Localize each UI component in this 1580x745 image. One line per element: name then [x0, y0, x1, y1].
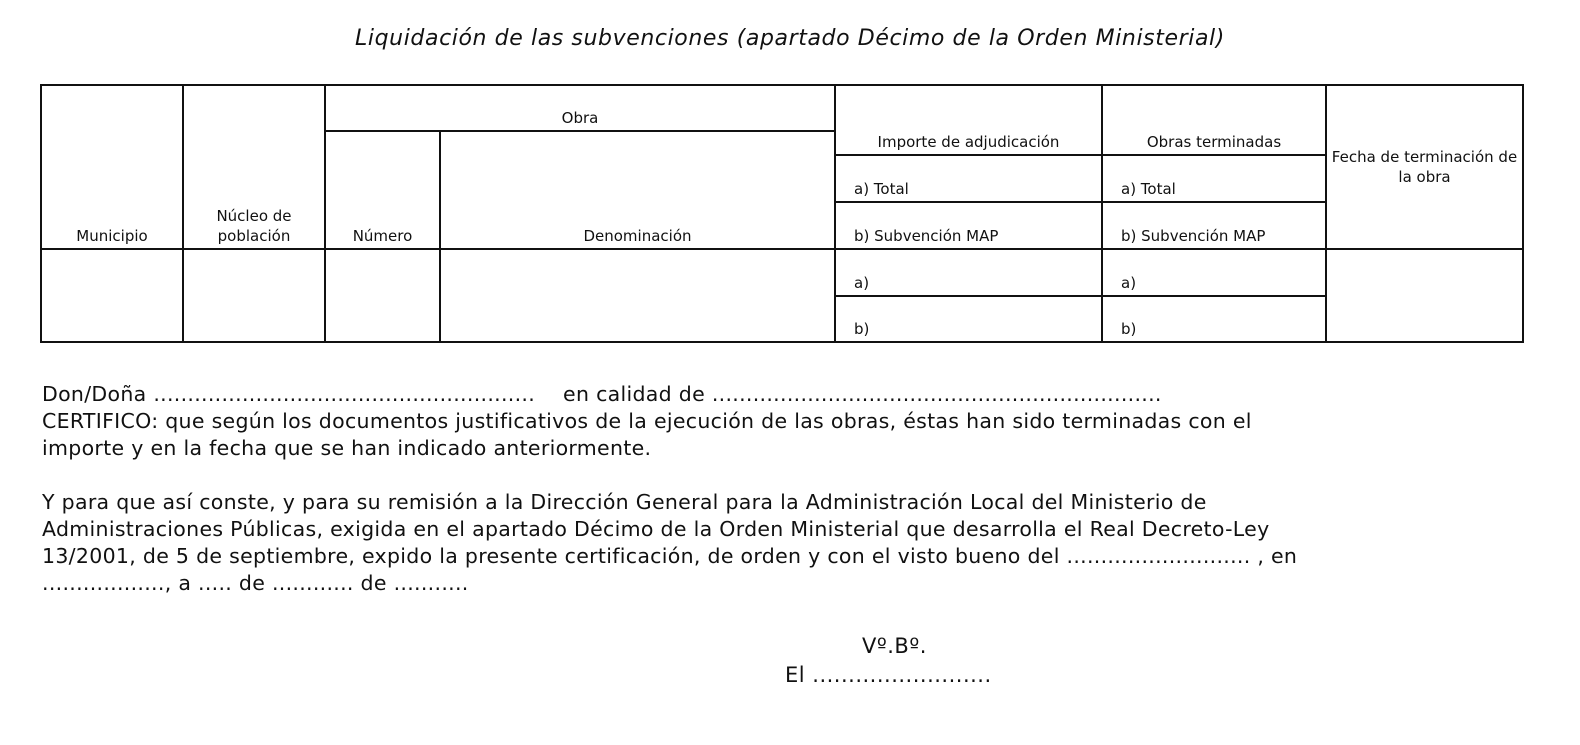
role-field: en calidad de ..................................................................: [563, 382, 1162, 406]
remission-line-1: Y para que así conste, y para su remisión a la Dirección General para la Administración Local del Ministerio de: [42, 490, 1207, 514]
liquidation-table: [40, 84, 1524, 343]
header-obra: Obra: [325, 85, 835, 131]
certification-paragraph: [42, 381, 1542, 462]
remission-line-2: Administraciones Públicas, exigida en el apartado Décimo de la Orden Ministerial que desarrolla el Real Decreto-Ley: [42, 517, 1270, 541]
visto-bueno: Vº.Bº.: [862, 634, 927, 658]
cell-obras-b: b): [1102, 296, 1326, 342]
cell-municipio: [41, 249, 183, 342]
name-field: Don/Doña ........................................................: [42, 382, 536, 406]
name-role-line: [42, 381, 1542, 408]
header-denominacion: Denominación: [440, 131, 835, 249]
header-obras-total: a) Total: [1102, 155, 1326, 202]
cell-denominacion: [440, 249, 835, 342]
header-fecha-terminacion: Fecha de terminación de la obra: [1326, 85, 1523, 249]
cell-nucleo: [183, 249, 325, 342]
header-importe-subvencion: b) Subvención MAP: [835, 202, 1102, 249]
cell-importe-a: a): [835, 249, 1102, 296]
cell-fecha: [1326, 249, 1523, 342]
remission-line-4: .................., a ..... de ............ de ...........: [42, 571, 469, 595]
header-importe-total: a) Total: [835, 155, 1102, 202]
cell-importe-b: b): [835, 296, 1102, 342]
certifico-line-1: CERTIFICO: que según los documentos justificativos de la ejecución de las obras, éstas han sido terminadas con el: [42, 409, 1252, 433]
header-nucleo-poblacion: Núcleo de población: [183, 85, 325, 249]
signature-line: El .........................: [785, 663, 992, 687]
cell-numero: [325, 249, 440, 342]
header-municipio: Municipio: [41, 85, 183, 249]
certifico-line-2: importe y en la fecha que se han indicado anteriormente.: [42, 436, 652, 460]
header-numero: Número: [325, 131, 440, 249]
document-title: Liquidación de las subvenciones (apartado Décimo de la Orden Ministerial): [355, 26, 1225, 51]
header-importe-adjudicacion: Importe de adjudicación: [835, 85, 1102, 155]
header-obras-terminadas: Obras terminadas: [1102, 85, 1326, 155]
remission-paragraph: [42, 489, 1542, 597]
cell-obras-a: a): [1102, 249, 1326, 296]
header-obras-subvencion: b) Subvención MAP: [1102, 202, 1326, 249]
remission-line-3: 13/2001, de 5 de septiembre, expido la presente certificación, de orden y con el visto bueno del ........................... , en: [42, 544, 1298, 568]
